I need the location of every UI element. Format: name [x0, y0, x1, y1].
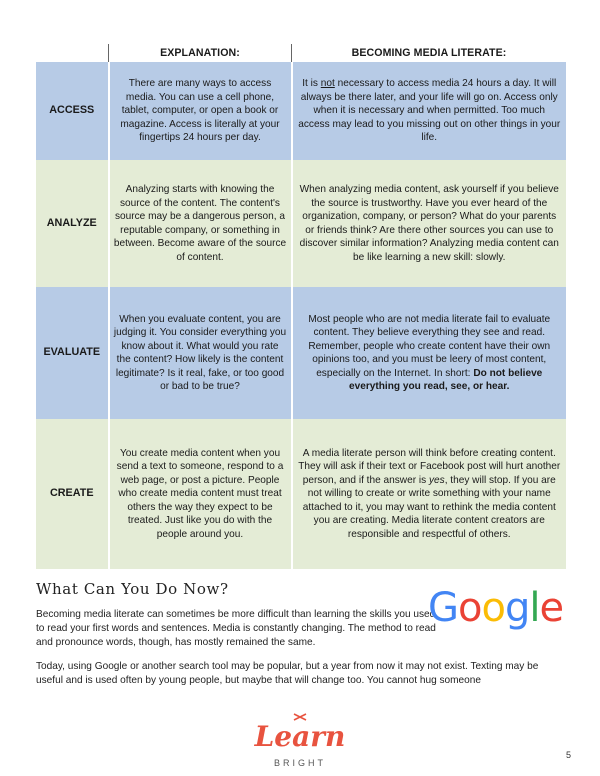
logo-subtitle: BRIGHT — [273, 758, 326, 768]
evaluate-becoming — [292, 287, 567, 419]
access-becoming-text-2: necessary to access media 24 hours a day. It will always be there later, and your life will go on. Access only when it is necessary and when permitted. Too much access may lead to you missing out on other things in your life. — [298, 78, 561, 144]
create-becoming-italic: yes — [428, 474, 445, 486]
google-logo — [428, 585, 564, 631]
row-label-create: CREATE — [36, 419, 109, 569]
analyze-explanation: Analyzing starts with knowing the source of the content. The content's source may be a dangerous person, a reputable company, or something in between. Become aware of the source of content. — [109, 160, 292, 287]
becoming-header: BECOMING MEDIA LITERATE: — [292, 44, 567, 62]
access-becoming-text-1: It is — [302, 78, 321, 90]
evaluate-becoming-text: Most people who are not media literate fail to evaluate content. They believe everything they see and read. Remember, people who create content have their own opinions too, and you must be leery of most content, especially on the Internet. In short: — [308, 313, 551, 379]
page-number: 5 — [566, 750, 572, 760]
explanation-header: EXPLANATION: — [109, 44, 292, 62]
row-label-analyze: ANALYZE — [36, 160, 109, 287]
access-becoming-underline: not — [320, 78, 335, 90]
google-letter-1: G — [428, 585, 458, 631]
google-letter-2: o — [458, 585, 482, 631]
table-row-access — [36, 62, 566, 160]
evaluate-explanation: When you evaluate content, you are judging it. You consider everything you know about it. What would you rate the content? How likely is the content legitimate? Is it real, fake, or too good or bad to be true? — [109, 287, 292, 419]
learn-bright-logo — [250, 714, 350, 774]
analyze-becoming: When analyzing media content, ask yourself if you believe the source is trustworthy. Have you ever heard of the organization, company, or person? What do your parents or friends think? Are there other sources you can use to discover similar information? Analyzing media content can be like learning a new skill: slowly. — [292, 160, 567, 287]
create-becoming-text-2: , they will stop. If you are not willing to create or write something with your name attached to it, you may want to rethink the media content you are creating. Media literate content creators are responsible and respectful of others. — [302, 474, 556, 540]
access-becoming — [292, 62, 567, 160]
paragraph-2: Today, using Google or another search tool may be popular, but a year from now it may not exist. Texting may be useful and is used often by young people, but maybe that will change too. You cannot hug someone — [36, 661, 539, 686]
section-heading: What Can You Do Now? — [36, 580, 229, 598]
row-label-access: ACCESS — [36, 62, 109, 160]
table-header-row — [36, 44, 566, 62]
google-letter-6: e — [539, 585, 564, 631]
media-literacy-table — [36, 44, 566, 569]
table-row-evaluate — [36, 287, 566, 419]
table-row-analyze — [36, 160, 566, 287]
create-becoming — [292, 419, 567, 569]
access-explanation: There are many ways to access media. You can use a cell phone, tablet, computer, or open a book or magazine. Access is literally at your fingertips 24 hours per day. — [109, 62, 292, 160]
row-label-evaluate: EVALUATE — [36, 287, 109, 419]
paragraph-1: Becoming media literate can sometimes be more difficult than learning the skills you used to read your first words and sentences. Media is constantly changing. The method to read and pronounce words, though, has mostly remained the same. — [36, 609, 436, 648]
google-letter-4: g — [504, 585, 530, 631]
google-letter-5: l — [529, 585, 540, 631]
table-row-create — [36, 419, 566, 569]
create-explanation: You create media content when you send a text to someone, respond to a web page, or post a picture. People who create media content must treat others the way they expect to be treated. Just like you do with the people around you. — [109, 419, 292, 569]
create-becoming-text-1: A media literate person will think before creating content. They will ask if their text or Facebook post will hurt another person, and if the answer is — [298, 447, 561, 486]
empty-header-cell — [36, 44, 109, 62]
logo-word: Learn — [254, 720, 346, 753]
evaluate-becoming-bold: Do not believe everything you read, see, or hear. — [349, 367, 543, 392]
google-letter-3: o — [481, 585, 505, 631]
